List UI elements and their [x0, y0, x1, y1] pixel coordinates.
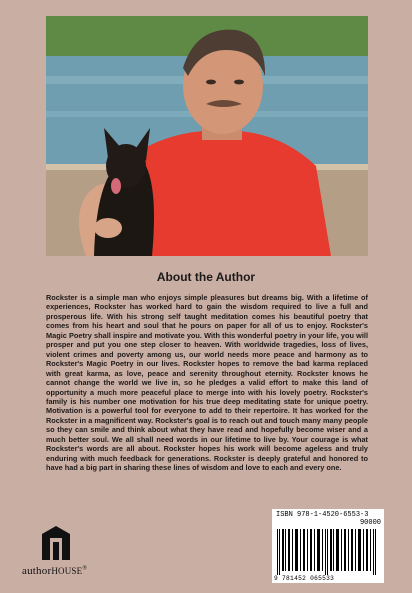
- barcode-digits: 9 781452 065533: [274, 575, 335, 582]
- isbn-number: ISBN 978-1-4520-6553-3: [276, 511, 369, 519]
- author-photo: [46, 16, 368, 256]
- price-code: 90000: [359, 519, 381, 527]
- registered-mark: ®: [82, 565, 88, 572]
- barcode-bars: [275, 529, 381, 575]
- publisher-name-prefix: author: [22, 565, 52, 577]
- publisher-name: [22, 565, 87, 577]
- isbn-barcode: [272, 509, 384, 583]
- publisher-name-suffix: HOUSE: [51, 566, 83, 576]
- section-heading: About the Author: [156, 270, 256, 284]
- author-bio: Rockster is a simple man who enjoys simple pleasures but dreams big. With a lifetime of experiences, Rockster has worked hard to gain the wisdom required to live a full and prosperous life. With his strong self taught meditation comes his beautiful poetry that comes from his heart and soul that he pours on paper for all of us to enjoy. Rockster's Magic Poetry shall inspire and motivate you. With this wonderful poetry in your life, you will prosper and put you one step closer to heaven. With worldwide tragedies, loss of lives, violent crimes and poverty among us, our world needs more peace and harmony as to Rockster's Magic Poetry in our lives. Rockster hopes to remove the bad karma replaced with great karma, as love, peace and serenity throughout eternity. Rockster knows he cannot change the world we live in, so he pledges a valid effort to make this land of opportunity a much more peaceful place to merge into with his lovely poetry. Rockster's family is his number one motivation for his true deep meditating state for unique poetry. Motivation is a powerful tool for everyone to add to their repertoire. It has worked for the Rockster in a magnificent way. Rockster's goal is to reach out and touch many many people so they can smile and think about what they have read and hopefully become wiser and a much better soul. We all shall need words in our lifetime to live by. Your courage is what Rockster's words are all about. Rockster hopes his work will become ageless and truly enduring with much feedback for generations. Rockster is deeply grateful and honored to have had a big part in sharing these lines of wisdom and love to each and every one.: [46, 293, 368, 473]
